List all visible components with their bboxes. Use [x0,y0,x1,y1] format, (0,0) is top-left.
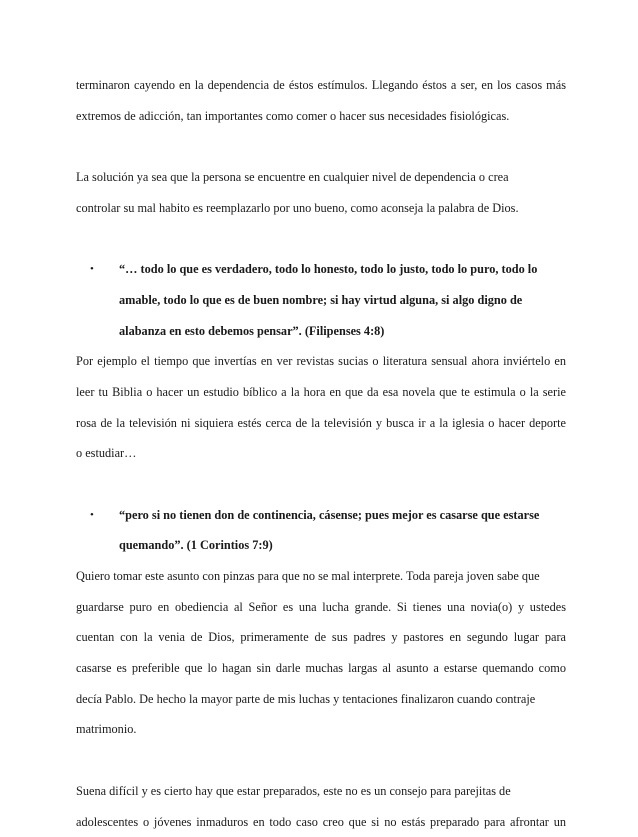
document-page [76,70,566,837]
paragraph-line: Quiero tomar este asunto con pinzas para que no se mal interprete. Toda pareja joven sabe que [76,561,566,592]
paragraph-gap [76,131,566,162]
paragraph-line: Por ejemplo el tiempo que invertías en ver revistas sucias o literatura sensual ahora inviértelo en [76,346,566,377]
paragraph-line: cuentan con la venia de Dios, primeramente de sus padres y pastores en segundo lugar para [76,622,566,653]
paragraph-line: adolescentes o jóvenes inmaduros en todo caso creo que si no estás preparado para afrontar un [76,807,566,837]
quote-line: “pero si no tienen don de continencia, cásense; pues mejor es casarse que estarse [119,500,566,531]
paragraph-line: terminaron cayendo en la dependencia de éstos estímulos. Llegando éstos a ser, en los casos más [76,70,566,101]
paragraph-gap [76,469,566,500]
paragraph-gap [76,745,566,776]
paragraph-line: decía Pablo. De hecho la mayor parte de mis luchas y tentaciones finalizaron cuando contraje [76,684,566,715]
quote-line: amable, todo lo que es de buen nombre; si hay virtud alguna, si algo digno de [119,285,566,316]
bullet-icon: • [90,500,94,531]
paragraph-line: La solución ya sea que la persona se encuentre en cualquier nivel de dependencia o crea [76,162,566,193]
bullet-quote-corintios [76,500,566,561]
paragraph-line: leer tu Biblia o hacer un estudio bíblico a la hora en que da esa novela que te estimula o la serie [76,377,566,408]
quote-line: “… todo lo que es verdadero, todo lo honesto, todo lo justo, todo lo puro, todo lo [119,254,566,285]
paragraph-gap [76,223,566,254]
quote-line: quemando”. (1 Corintios 7:9) [119,530,566,561]
bullet-icon: • [90,254,94,285]
paragraph-line: o estudiar… [76,438,566,469]
paragraph-line: casarse es preferible que lo hagan sin darle muchas largas al asunto a estarse quemando como [76,653,566,684]
paragraph-line: Suena difícil y es cierto hay que estar preparados, este no es un consejo para parejitas de [76,776,566,807]
paragraph-line: guardarse puro en obediencia al Señor es una lucha grande. Si tienes una novia(o) y ustedes [76,592,566,623]
quote-line: alabanza en esto debemos pensar”. (Filipenses 4:8) [119,316,566,347]
paragraph-line: extremos de adicción, tan importantes como comer o hacer sus necesidades fisiológicas. [76,101,566,132]
paragraph-line: rosa de la televisión ni siquiera estés cerca de la televisión y busca ir a la iglesia o hacer deporte [76,408,566,439]
bullet-quote-filipenses [76,254,566,346]
paragraph-line: matrimonio. [76,714,566,745]
paragraph-line: controlar su mal habito es reemplazarlo por uno bueno, como aconseja la palabra de Dios. [76,193,566,224]
